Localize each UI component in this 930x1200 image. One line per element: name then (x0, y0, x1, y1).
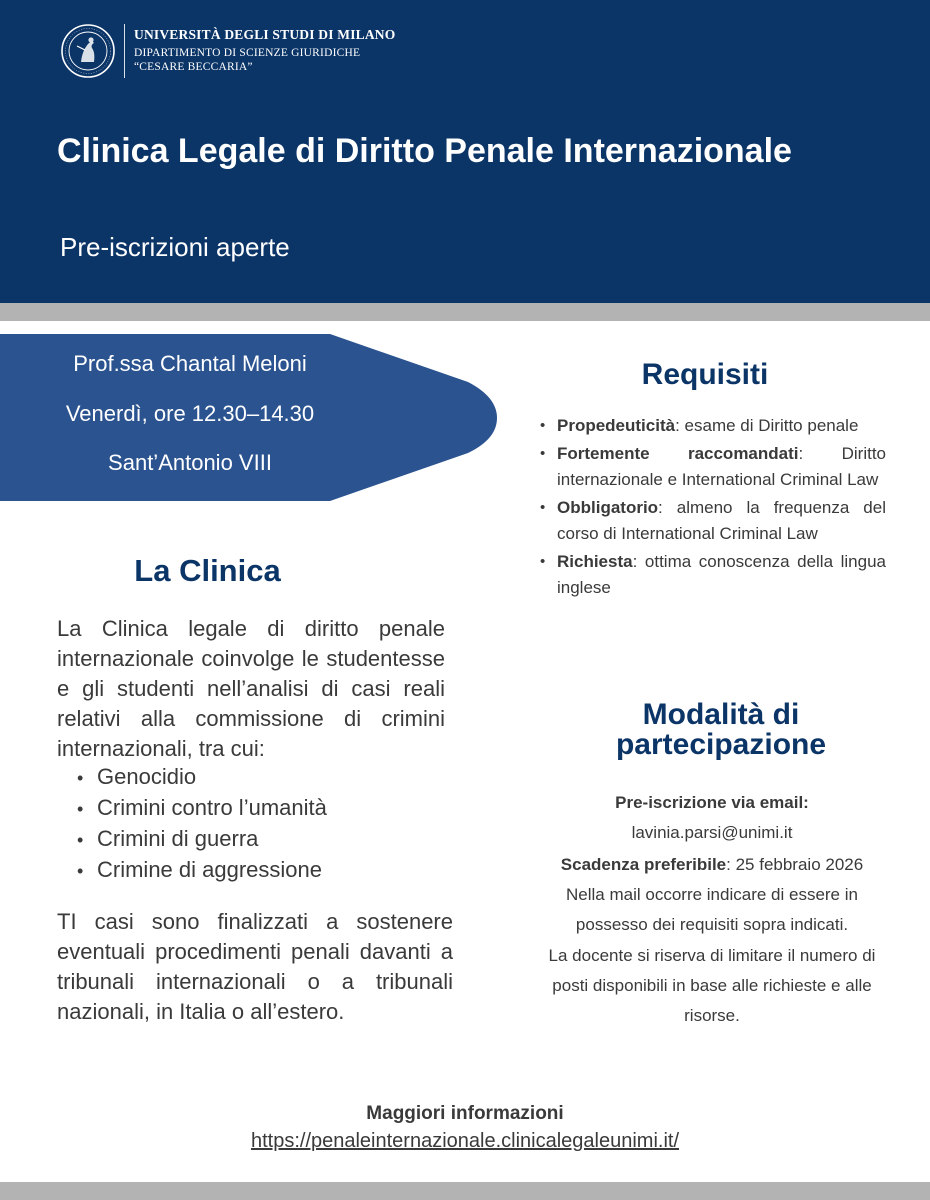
requisito-text: : Diritto internazionale e International Criminal Law (557, 443, 886, 489)
requisito-label: Propedeuticità (557, 416, 676, 435)
page-title: Clinica Legale di Diritto Penale Internazionale (57, 132, 792, 170)
department-subname: “CESARE BECCARIA” (134, 61, 253, 73)
requisiti-list (540, 413, 886, 603)
list-item (540, 413, 886, 440)
list-item: • Genocidio (77, 762, 327, 793)
requisiti-heading: Requisiti (641, 358, 769, 391)
requisito-label: Richiesta (557, 551, 633, 571)
more-info-link-wrapper (0, 1130, 930, 1153)
deadline-label: Scadenza preferibile (560, 855, 727, 874)
list-item (540, 441, 886, 494)
info-professor: Prof.ssa Chantal Meloni (73, 351, 307, 376)
department-name: DIPARTIMENTO DI SCIENZE GIURIDICHE (134, 47, 361, 59)
info-schedule: Venerdì, ore 12.30–14.30 (65, 401, 315, 426)
clinica-intro: La Clinica legale di diritto penale internazionale coinvolge le studentesse e gli studenti nell’analisi di casi reali relativi alla commissione di crimini internazionali, tra cui: (57, 616, 445, 761)
footer-band (0, 1182, 930, 1200)
contact-email[interactable]: lavinia.parsi@unimi.it (631, 823, 793, 842)
page-subtitle: Pre-iscrizioni aperte (60, 232, 290, 262)
requisito-label: Obbligatorio (557, 497, 659, 517)
limit-note: La docente si riserva di limitare il numero di posti disponibili in base alle richieste e alle risorse. (548, 946, 876, 1025)
modalita-heading: Modalità di partecipazione (615, 698, 827, 761)
university-seal-icon (61, 24, 115, 78)
university-name: UNIVERSITÀ DEGLI STUDI DI MILANO (134, 27, 396, 42)
list-item: • Crimine di aggressione (77, 855, 327, 886)
list-item (540, 495, 886, 548)
list-item: • Crimini di guerra (77, 824, 327, 855)
deadline-text: : 25 febbraio 2026 (726, 855, 864, 874)
requisito-label: Fortemente raccomandati (557, 443, 799, 463)
deadline (532, 850, 892, 880)
header-divider-band (0, 303, 930, 321)
list-item: • Crimini contro l’umanità (77, 793, 327, 824)
clinica-outro: TI casi sono finalizzati a sostenere eventuali procedimenti penali davanti a tribunali internazionali o a tribunali nazionali, in Italia o all’estero. (57, 909, 453, 1024)
requisito-text: : esame di Diritto penale (675, 416, 859, 435)
email-label (532, 788, 892, 818)
requisito-text: : ottima conoscenza della lingua inglese (557, 551, 886, 597)
clinica-heading: La Clinica (134, 553, 281, 588)
list-item (540, 549, 886, 602)
more-info-link[interactable]: https://penaleinternazionale.clinicalegaleunimi.it/ (250, 1130, 680, 1152)
email-label-text: Pre-iscrizione via email: (615, 793, 809, 812)
logo-divider (124, 24, 125, 78)
email-note: Nella mail occorre indicare di essere in possesso dei requisiti sopra indicati. (566, 885, 858, 934)
crimes-list (77, 762, 327, 886)
more-info-heading: Maggiori informazioni (366, 1103, 564, 1124)
requisito-text: : almeno la frequenza del corso di International Criminal Law (557, 497, 886, 543)
info-location: Sant’Antonio VIII (108, 450, 272, 475)
